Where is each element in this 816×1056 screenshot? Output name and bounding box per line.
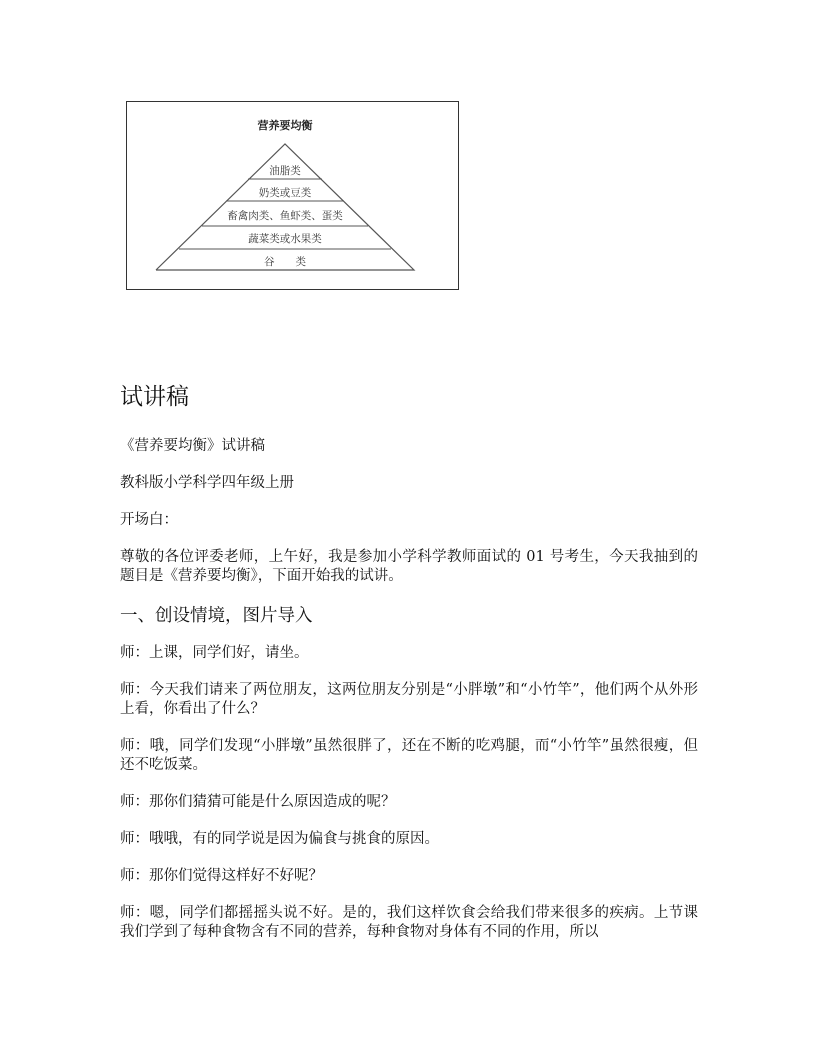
pyramid-level-meat-fish-eggs: 畜禽肉类、鱼虾类、蛋类 (227, 210, 343, 222)
food-pyramid-figure (126, 101, 459, 290)
pyramid-level-oils: 油脂类 (269, 165, 301, 177)
dialogue-paragraph: 师：哦，同学们发现“小胖墩”虽然很胖了，还在不断的吃鸡腿，而“小竹竿”虽然很瘦，但还不吃饭菜。 (120, 738, 698, 773)
opening-remarks: 尊敬的各位评委老师，上午好，我是参加小学科学教师面试的 01 号考生，今天我抽到的题目是《营养要均衡》，下面开始我的试讲。 (120, 549, 698, 584)
dialogue-paragraph: 师：哦哦，有的同学说是因为偏食与挑食的原因。 (120, 831, 439, 847)
document-body (120, 437, 698, 960)
section-heading: 一、创设情境，图片导入 (120, 606, 313, 626)
dialogue-paragraph: 师：那你们猜猜可能是什么原因造成的呢？ (120, 794, 396, 810)
opening-label: 开场白： (120, 512, 178, 528)
dialogue-paragraph: 师：上课，同学们好，请坐。 (120, 645, 309, 661)
pyramid-outline (156, 144, 414, 270)
dialogue-paragraph: 师：那你们觉得这样好不好呢？ (120, 868, 323, 884)
dialogue-paragraph: 师：今天我们请来了两位朋友，这两位朋友分别是“小胖墩”和“小竹竿”，他们两个从外形上看，你看出了什么？ (120, 682, 698, 717)
page-title: 试讲稿 (120, 384, 189, 410)
food-pyramid-diagram (127, 102, 460, 291)
pyramid-title: 营养要均衡 (257, 119, 313, 132)
pyramid-level-vegetables-fruits: 蔬菜类或水果类 (248, 233, 322, 245)
lesson-title: 《营养要均衡》试讲稿 (120, 438, 265, 454)
pyramid-level-dairy-beans: 奶类或豆类 (258, 187, 312, 199)
dialogue-paragraph: 师：嗯，同学们都摇摇头说不好。是的，我们这样饮食会给我们带来很多的疾病。上节课我们学到了每种食物含有不同的营养，每种食物对身体有不同的作用，所以 (120, 905, 698, 940)
textbook-info: 教科版小学科学四年级上册 (120, 475, 294, 491)
pyramid-level-grains: 谷 类 (264, 256, 306, 268)
